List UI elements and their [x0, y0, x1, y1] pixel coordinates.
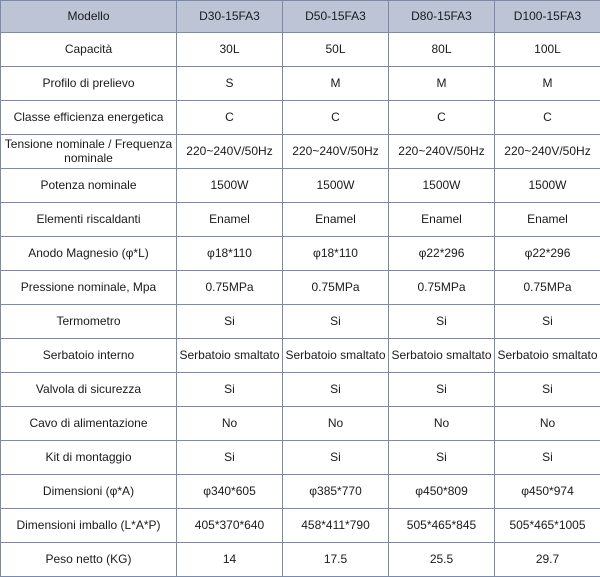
row-label: Potenza nominale [1, 169, 177, 203]
table-cell: φ340*605 [177, 475, 283, 509]
table-cell: Si [389, 305, 495, 339]
table-cell: M [389, 67, 495, 101]
row-label: Elementi riscaldanti [1, 203, 177, 237]
table-cell: Enamel [283, 203, 389, 237]
table-cell: No [389, 407, 495, 441]
table-cell: 0.75MPa [389, 271, 495, 305]
table-cell: Enamel [495, 203, 600, 237]
table-cell: φ22*296 [389, 237, 495, 271]
table-row [1, 203, 600, 237]
row-label: Valvola di sicurezza [1, 373, 177, 407]
table-row [1, 101, 600, 135]
table-row [1, 305, 600, 339]
table-cell: 100L [495, 33, 600, 67]
table-cell: Si [177, 305, 283, 339]
table-row [1, 441, 600, 475]
table-cell: 1500W [177, 169, 283, 203]
table-cell: Si [283, 373, 389, 407]
table-row [1, 271, 600, 305]
table-cell: 220~240V/50Hz [177, 135, 283, 169]
table-cell: 17.5 [283, 543, 389, 577]
row-label: Kit di montaggio [1, 441, 177, 475]
table-cell: 458*411*790 [283, 509, 389, 543]
table-cell: Si [495, 441, 600, 475]
table-cell: 220~240V/50Hz [283, 135, 389, 169]
row-label: Pressione nominale, Mpa [1, 271, 177, 305]
table-cell: 220~240V/50Hz [389, 135, 495, 169]
row-label: Cavo di alimentazione [1, 407, 177, 441]
table-cell: 505*465*845 [389, 509, 495, 543]
table-cell: φ18*110 [283, 237, 389, 271]
table-cell: Serbatoio smaltato [495, 339, 600, 373]
row-label: Tensione nominale / Frequenza nominale [1, 135, 177, 169]
table-cell: Si [389, 373, 495, 407]
table-cell: C [283, 101, 389, 135]
table-cell: 1500W [389, 169, 495, 203]
header-cell-label: Modello [1, 1, 177, 33]
table-cell: 14 [177, 543, 283, 577]
table-cell: 0.75MPa [177, 271, 283, 305]
row-label: Dimensioni (φ*A) [1, 475, 177, 509]
table-cell: No [495, 407, 600, 441]
table-row [1, 339, 600, 373]
table-cell: No [177, 407, 283, 441]
table-cell: 0.75MPa [283, 271, 389, 305]
table-cell: Si [283, 441, 389, 475]
table-cell: 25.5 [389, 543, 495, 577]
table-cell: C [495, 101, 600, 135]
table-cell: φ22*296 [495, 237, 600, 271]
header-cell-model: D80-15FA3 [389, 1, 495, 33]
table-cell: 0.75MPa [495, 271, 600, 305]
header-cell-model: D50-15FA3 [283, 1, 389, 33]
table-cell: Si [177, 441, 283, 475]
table-cell: Serbatoio smaltato [389, 339, 495, 373]
row-label: Classe efficienza energetica [1, 101, 177, 135]
header-cell-model: D100-15FA3 [495, 1, 600, 33]
table-cell: C [389, 101, 495, 135]
table-cell: No [283, 407, 389, 441]
table-cell: C [177, 101, 283, 135]
table-cell: Enamel [177, 203, 283, 237]
table-cell: Si [389, 441, 495, 475]
table-cell: M [283, 67, 389, 101]
table-row [1, 33, 600, 67]
table-cell: 405*370*640 [177, 509, 283, 543]
table-row [1, 67, 600, 101]
table-row [1, 373, 600, 407]
table-cell: Serbatoio smaltato [283, 339, 389, 373]
header-cell-model: D30-15FA3 [177, 1, 283, 33]
table-cell: Serbatoio smaltato [177, 339, 283, 373]
row-label: Anodo Magnesio (φ*L) [1, 237, 177, 271]
table-row [1, 135, 600, 169]
row-label: Dimensioni imballo (L*A*P) [1, 509, 177, 543]
table-cell: 50L [283, 33, 389, 67]
table-cell: 1500W [283, 169, 389, 203]
table-cell: 220~240V/50Hz [495, 135, 600, 169]
table-cell: S [177, 67, 283, 101]
table-cell: Enamel [389, 203, 495, 237]
table-cell: φ385*770 [283, 475, 389, 509]
row-label: Profilo di prelievo [1, 67, 177, 101]
table-cell: Si [495, 305, 600, 339]
table-cell: Si [495, 373, 600, 407]
table-cell: φ450*974 [495, 475, 600, 509]
table-cell: 1500W [495, 169, 600, 203]
table-row [1, 169, 600, 203]
table-cell: 30L [177, 33, 283, 67]
table-cell: M [495, 67, 600, 101]
table-cell: 29.7 [495, 543, 600, 577]
table-cell: φ18*110 [177, 237, 283, 271]
table-header-row [1, 1, 600, 33]
table-row [1, 407, 600, 441]
table-cell: 505*465*1005 [495, 509, 600, 543]
row-label: Peso netto (KG) [1, 543, 177, 577]
table-cell: φ450*809 [389, 475, 495, 509]
table-cell: Si [177, 373, 283, 407]
row-label: Serbatoio interno [1, 339, 177, 373]
table-row [1, 509, 600, 543]
row-label: Capacità [1, 33, 177, 67]
row-label: Termometro [1, 305, 177, 339]
table-cell: Si [283, 305, 389, 339]
table-row [1, 475, 600, 509]
table-row [1, 237, 600, 271]
table-row [1, 543, 600, 577]
table-cell: 80L [389, 33, 495, 67]
